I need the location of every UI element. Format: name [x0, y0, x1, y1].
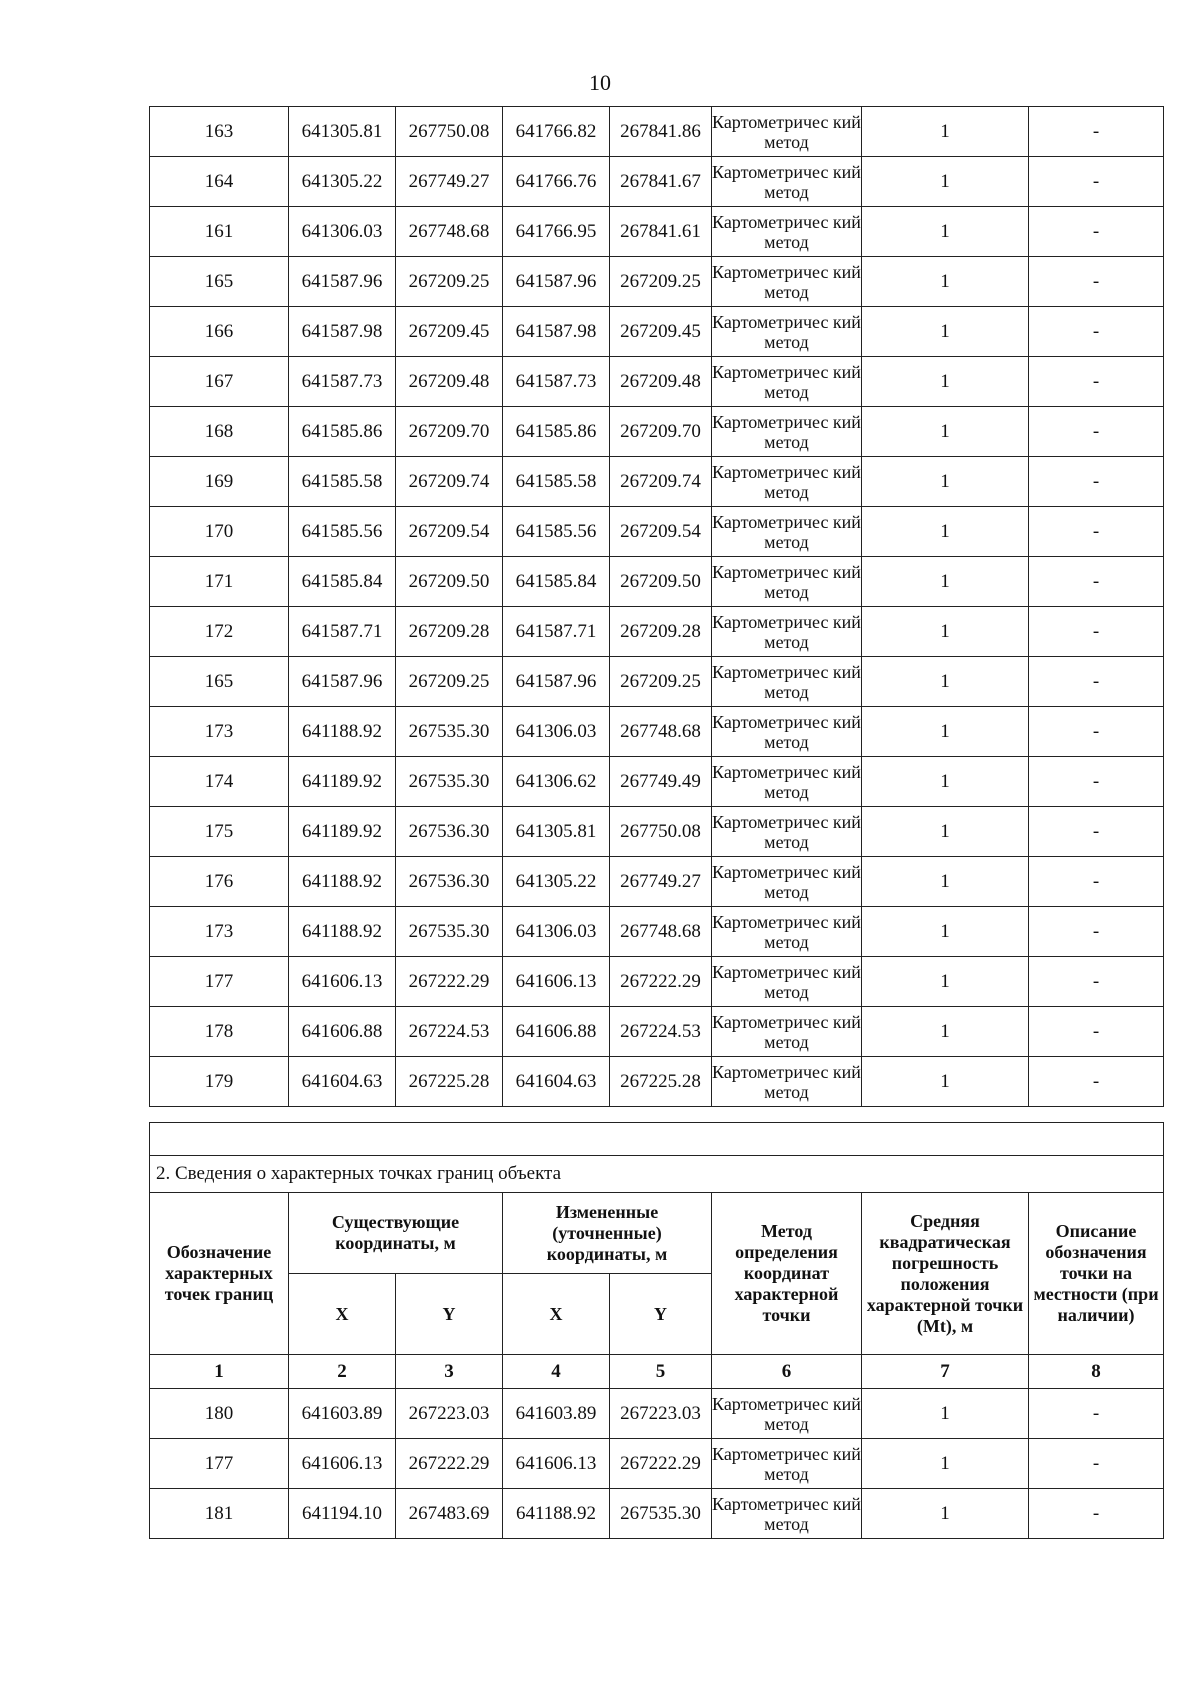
description-cell: -: [1029, 607, 1164, 657]
description-cell: -: [1029, 1439, 1164, 1489]
existing-x-cell: 641585.58: [289, 457, 396, 507]
changed-x-cell: 641766.82: [503, 107, 610, 157]
changed-y-cell: 267749.27: [610, 857, 712, 907]
changed-y-cell: 267209.54: [610, 507, 712, 557]
existing-y-cell: 267209.74: [396, 457, 503, 507]
point-number-cell: 173: [150, 707, 289, 757]
column-number: 8: [1029, 1355, 1164, 1389]
description-cell: -: [1029, 807, 1164, 857]
mean-error-cell: 1: [862, 207, 1029, 257]
changed-x-cell: 641585.86: [503, 407, 610, 457]
changed-y-cell: 267748.68: [610, 907, 712, 957]
mean-error-cell: 1: [862, 707, 1029, 757]
description-cell: -: [1029, 957, 1164, 1007]
mean-error-cell: 1: [862, 657, 1029, 707]
changed-x-cell: 641188.92: [503, 1489, 610, 1539]
existing-x-cell: 641606.13: [289, 957, 396, 1007]
description-cell: -: [1029, 1057, 1164, 1107]
existing-y-cell: 267748.68: [396, 207, 503, 257]
point-number-cell: 161: [150, 207, 289, 257]
section-2-table: [149, 1122, 1164, 1539]
method-cell: Картометричес кий метод: [712, 257, 862, 307]
changed-y-cell: 267841.61: [610, 207, 712, 257]
description-cell: -: [1029, 207, 1164, 257]
changed-x-cell: 641606.13: [503, 1439, 610, 1489]
existing-x-cell: 641585.84: [289, 557, 396, 607]
column-number: 6: [712, 1355, 862, 1389]
spacer-row: [150, 1123, 1164, 1156]
header-existing-x: X: [289, 1274, 396, 1355]
mean-error-cell: 1: [862, 1489, 1029, 1539]
mean-error-cell: 1: [862, 957, 1029, 1007]
table-row: [150, 307, 1164, 357]
header-changed-coordinates: Измененные (уточненные) координаты, м: [503, 1193, 712, 1274]
page-number: 10: [589, 70, 611, 95]
column-numbers-row: [150, 1355, 1164, 1389]
changed-x-cell: 641305.22: [503, 857, 610, 907]
header-mean-error: Средняя квадратическая погрешность положения характерной точки (Mt), м: [862, 1193, 1029, 1355]
header-existing-y: Y: [396, 1274, 503, 1355]
description-cell: -: [1029, 507, 1164, 557]
method-cell: Картометричес кий метод: [712, 1057, 862, 1107]
mean-error-cell: 1: [862, 257, 1029, 307]
existing-y-cell: 267535.30: [396, 757, 503, 807]
existing-y-cell: 267223.03: [396, 1389, 503, 1439]
column-number: 4: [503, 1355, 610, 1389]
point-number-cell: 166: [150, 307, 289, 357]
existing-y-cell: 267224.53: [396, 1007, 503, 1057]
column-number: 2: [289, 1355, 396, 1389]
changed-x-cell: 641604.63: [503, 1057, 610, 1107]
description-cell: -: [1029, 307, 1164, 357]
changed-x-cell: 641587.98: [503, 307, 610, 357]
point-number-cell: 165: [150, 257, 289, 307]
table-row: [150, 507, 1164, 557]
mean-error-cell: 1: [862, 457, 1029, 507]
point-number-cell: 170: [150, 507, 289, 557]
existing-x-cell: 641188.92: [289, 907, 396, 957]
point-number-cell: 169: [150, 457, 289, 507]
point-number-cell: 177: [150, 1439, 289, 1489]
method-cell: Картометричес кий метод: [712, 1007, 862, 1057]
method-cell: Картометричес кий метод: [712, 857, 862, 907]
changed-x-cell: 641587.71: [503, 607, 610, 657]
existing-y-cell: 267750.08: [396, 107, 503, 157]
header-point-designation: Обозначение характерных точек границ: [150, 1193, 289, 1355]
header-description: Описание обозначения точки на местности (при наличии): [1029, 1193, 1164, 1355]
changed-x-cell: 641766.76: [503, 157, 610, 207]
existing-x-cell: 641585.86: [289, 407, 396, 457]
table-row: [150, 857, 1164, 907]
changed-x-cell: 641585.84: [503, 557, 610, 607]
description-cell: -: [1029, 657, 1164, 707]
method-cell: Картометричес кий метод: [712, 907, 862, 957]
changed-y-cell: 267209.45: [610, 307, 712, 357]
table-row: [150, 957, 1164, 1007]
table-row: [150, 207, 1164, 257]
changed-y-cell: 267209.70: [610, 407, 712, 457]
changed-x-cell: 641587.96: [503, 257, 610, 307]
existing-y-cell: 267209.70: [396, 407, 503, 457]
existing-x-cell: 641587.73: [289, 357, 396, 407]
table-row: [150, 407, 1164, 457]
changed-y-cell: 267209.48: [610, 357, 712, 407]
changed-y-cell: 267209.25: [610, 657, 712, 707]
method-cell: Картометричес кий метод: [712, 157, 862, 207]
table-row: [150, 907, 1164, 957]
table-row: [150, 557, 1164, 607]
point-number-cell: 180: [150, 1389, 289, 1439]
section-title: 2. Сведения о характерных точках границ объекта: [150, 1156, 1164, 1193]
column-number: 5: [610, 1355, 712, 1389]
mean-error-cell: 1: [862, 1389, 1029, 1439]
method-cell: Картометричес кий метод: [712, 757, 862, 807]
point-number-cell: 171: [150, 557, 289, 607]
existing-y-cell: 267536.30: [396, 857, 503, 907]
existing-y-cell: 267222.29: [396, 957, 503, 1007]
changed-x-cell: 641603.89: [503, 1389, 610, 1439]
table-row: [150, 1389, 1164, 1439]
existing-x-cell: 641194.10: [289, 1489, 396, 1539]
coordinates-table-continued: [149, 106, 1164, 1107]
header-row-1: [150, 1193, 1164, 1274]
existing-x-cell: 641305.22: [289, 157, 396, 207]
mean-error-cell: 1: [862, 607, 1029, 657]
changed-x-cell: 641606.88: [503, 1007, 610, 1057]
existing-x-cell: 641306.03: [289, 207, 396, 257]
changed-x-cell: 641306.03: [503, 707, 610, 757]
description-cell: -: [1029, 407, 1164, 457]
description-cell: -: [1029, 357, 1164, 407]
mean-error-cell: 1: [862, 507, 1029, 557]
method-cell: Картометричес кий метод: [712, 607, 862, 657]
existing-x-cell: 641606.13: [289, 1439, 396, 1489]
table-row: [150, 607, 1164, 657]
point-number-cell: 164: [150, 157, 289, 207]
existing-x-cell: 641188.92: [289, 857, 396, 907]
description-cell: -: [1029, 107, 1164, 157]
changed-y-cell: 267209.50: [610, 557, 712, 607]
table-row: [150, 457, 1164, 507]
table-row: [150, 657, 1164, 707]
method-cell: Картометричес кий метод: [712, 407, 862, 457]
changed-y-cell: 267209.28: [610, 607, 712, 657]
column-number: 7: [862, 1355, 1029, 1389]
point-number-cell: 168: [150, 407, 289, 457]
changed-x-cell: 641585.56: [503, 507, 610, 557]
table-row: [150, 1489, 1164, 1539]
description-cell: -: [1029, 1489, 1164, 1539]
description-cell: -: [1029, 857, 1164, 907]
description-cell: -: [1029, 157, 1164, 207]
point-number-cell: 181: [150, 1489, 289, 1539]
changed-y-cell: 267222.29: [610, 957, 712, 1007]
method-cell: Картометричес кий метод: [712, 807, 862, 857]
existing-y-cell: 267535.30: [396, 907, 503, 957]
point-number-cell: 174: [150, 757, 289, 807]
header-changed-y: Y: [610, 1274, 712, 1355]
existing-x-cell: 641587.71: [289, 607, 396, 657]
existing-x-cell: 641587.96: [289, 657, 396, 707]
existing-x-cell: 641587.98: [289, 307, 396, 357]
existing-y-cell: 267536.30: [396, 807, 503, 857]
existing-x-cell: 641305.81: [289, 107, 396, 157]
header-method: Метод определения координат характерной точки: [712, 1193, 862, 1355]
changed-x-cell: 641306.03: [503, 907, 610, 957]
changed-y-cell: 267750.08: [610, 807, 712, 857]
description-cell: -: [1029, 707, 1164, 757]
mean-error-cell: 1: [862, 1007, 1029, 1057]
changed-x-cell: 641766.95: [503, 207, 610, 257]
table-row: [150, 107, 1164, 157]
method-cell: Картометричес кий метод: [712, 1439, 862, 1489]
point-number-cell: 172: [150, 607, 289, 657]
method-cell: Картометричес кий метод: [712, 557, 862, 607]
mean-error-cell: 1: [862, 1439, 1029, 1489]
point-number-cell: 177: [150, 957, 289, 1007]
changed-y-cell: 267535.30: [610, 1489, 712, 1539]
mean-error-cell: 1: [862, 157, 1029, 207]
existing-y-cell: 267483.69: [396, 1489, 503, 1539]
existing-y-cell: 267225.28: [396, 1057, 503, 1107]
section-title-row: [150, 1156, 1164, 1193]
changed-x-cell: 641585.58: [503, 457, 610, 507]
changed-x-cell: 641305.81: [503, 807, 610, 857]
mean-error-cell: 1: [862, 407, 1029, 457]
changed-y-cell: 267209.25: [610, 257, 712, 307]
column-number: 3: [396, 1355, 503, 1389]
table-row: [150, 707, 1164, 757]
changed-y-cell: 267841.86: [610, 107, 712, 157]
mean-error-cell: 1: [862, 307, 1029, 357]
existing-x-cell: 641606.88: [289, 1007, 396, 1057]
existing-x-cell: 641587.96: [289, 257, 396, 307]
existing-x-cell: 641189.92: [289, 757, 396, 807]
spacer-cell: [150, 1123, 1164, 1156]
method-cell: Картометричес кий метод: [712, 207, 862, 257]
point-number-cell: 167: [150, 357, 289, 407]
point-number-cell: 176: [150, 857, 289, 907]
description-cell: -: [1029, 1389, 1164, 1439]
table-row: [150, 257, 1164, 307]
method-cell: Картометричес кий метод: [712, 457, 862, 507]
header-existing-coordinates: Существующие координаты, м: [289, 1193, 503, 1274]
method-cell: Картометричес кий метод: [712, 507, 862, 557]
changed-y-cell: 267748.68: [610, 707, 712, 757]
existing-x-cell: 641585.56: [289, 507, 396, 557]
changed-y-cell: 267223.03: [610, 1389, 712, 1439]
existing-x-cell: 641604.63: [289, 1057, 396, 1107]
header-changed-x: X: [503, 1274, 610, 1355]
method-cell: Картометричес кий метод: [712, 707, 862, 757]
existing-y-cell: 267209.28: [396, 607, 503, 657]
existing-y-cell: 267209.48: [396, 357, 503, 407]
point-number-cell: 163: [150, 107, 289, 157]
method-cell: Картометричес кий метод: [712, 357, 862, 407]
mean-error-cell: 1: [862, 1057, 1029, 1107]
description-cell: -: [1029, 557, 1164, 607]
existing-y-cell: 267209.50: [396, 557, 503, 607]
changed-x-cell: 641587.96: [503, 657, 610, 707]
point-number-cell: 165: [150, 657, 289, 707]
column-number: 1: [150, 1355, 289, 1389]
existing-y-cell: 267209.25: [396, 657, 503, 707]
method-cell: Картометричес кий метод: [712, 107, 862, 157]
mean-error-cell: 1: [862, 557, 1029, 607]
table-row: [150, 357, 1164, 407]
description-cell: -: [1029, 457, 1164, 507]
point-number-cell: 173: [150, 907, 289, 957]
changed-x-cell: 641306.62: [503, 757, 610, 807]
existing-x-cell: 641188.92: [289, 707, 396, 757]
method-cell: Картометричес кий метод: [712, 307, 862, 357]
description-cell: -: [1029, 907, 1164, 957]
changed-x-cell: 641587.73: [503, 357, 610, 407]
table-row: [150, 1439, 1164, 1489]
changed-y-cell: 267841.67: [610, 157, 712, 207]
changed-y-cell: 267225.28: [610, 1057, 712, 1107]
table-row: [150, 1007, 1164, 1057]
mean-error-cell: 1: [862, 807, 1029, 857]
changed-y-cell: 267224.53: [610, 1007, 712, 1057]
changed-y-cell: 267222.29: [610, 1439, 712, 1489]
changed-y-cell: 267209.74: [610, 457, 712, 507]
description-cell: -: [1029, 1007, 1164, 1057]
existing-y-cell: 267749.27: [396, 157, 503, 207]
point-number-cell: 179: [150, 1057, 289, 1107]
mean-error-cell: 1: [862, 857, 1029, 907]
method-cell: Картометричес кий метод: [712, 1489, 862, 1539]
table-row: [150, 157, 1164, 207]
description-cell: -: [1029, 757, 1164, 807]
existing-x-cell: 641189.92: [289, 807, 396, 857]
table-row: [150, 1057, 1164, 1107]
mean-error-cell: 1: [862, 107, 1029, 157]
changed-y-cell: 267749.49: [610, 757, 712, 807]
table-row: [150, 757, 1164, 807]
existing-y-cell: 267222.29: [396, 1439, 503, 1489]
method-cell: Картометричес кий метод: [712, 657, 862, 707]
mean-error-cell: 1: [862, 907, 1029, 957]
point-number-cell: 175: [150, 807, 289, 857]
existing-x-cell: 641603.89: [289, 1389, 396, 1439]
existing-y-cell: 267209.45: [396, 307, 503, 357]
existing-y-cell: 267209.25: [396, 257, 503, 307]
description-cell: -: [1029, 257, 1164, 307]
method-cell: Картометричес кий метод: [712, 957, 862, 1007]
existing-y-cell: 267209.54: [396, 507, 503, 557]
existing-y-cell: 267535.30: [396, 707, 503, 757]
table-row: [150, 807, 1164, 857]
point-number-cell: 178: [150, 1007, 289, 1057]
mean-error-cell: 1: [862, 757, 1029, 807]
changed-x-cell: 641606.13: [503, 957, 610, 1007]
method-cell: Картометричес кий метод: [712, 1389, 862, 1439]
mean-error-cell: 1: [862, 357, 1029, 407]
